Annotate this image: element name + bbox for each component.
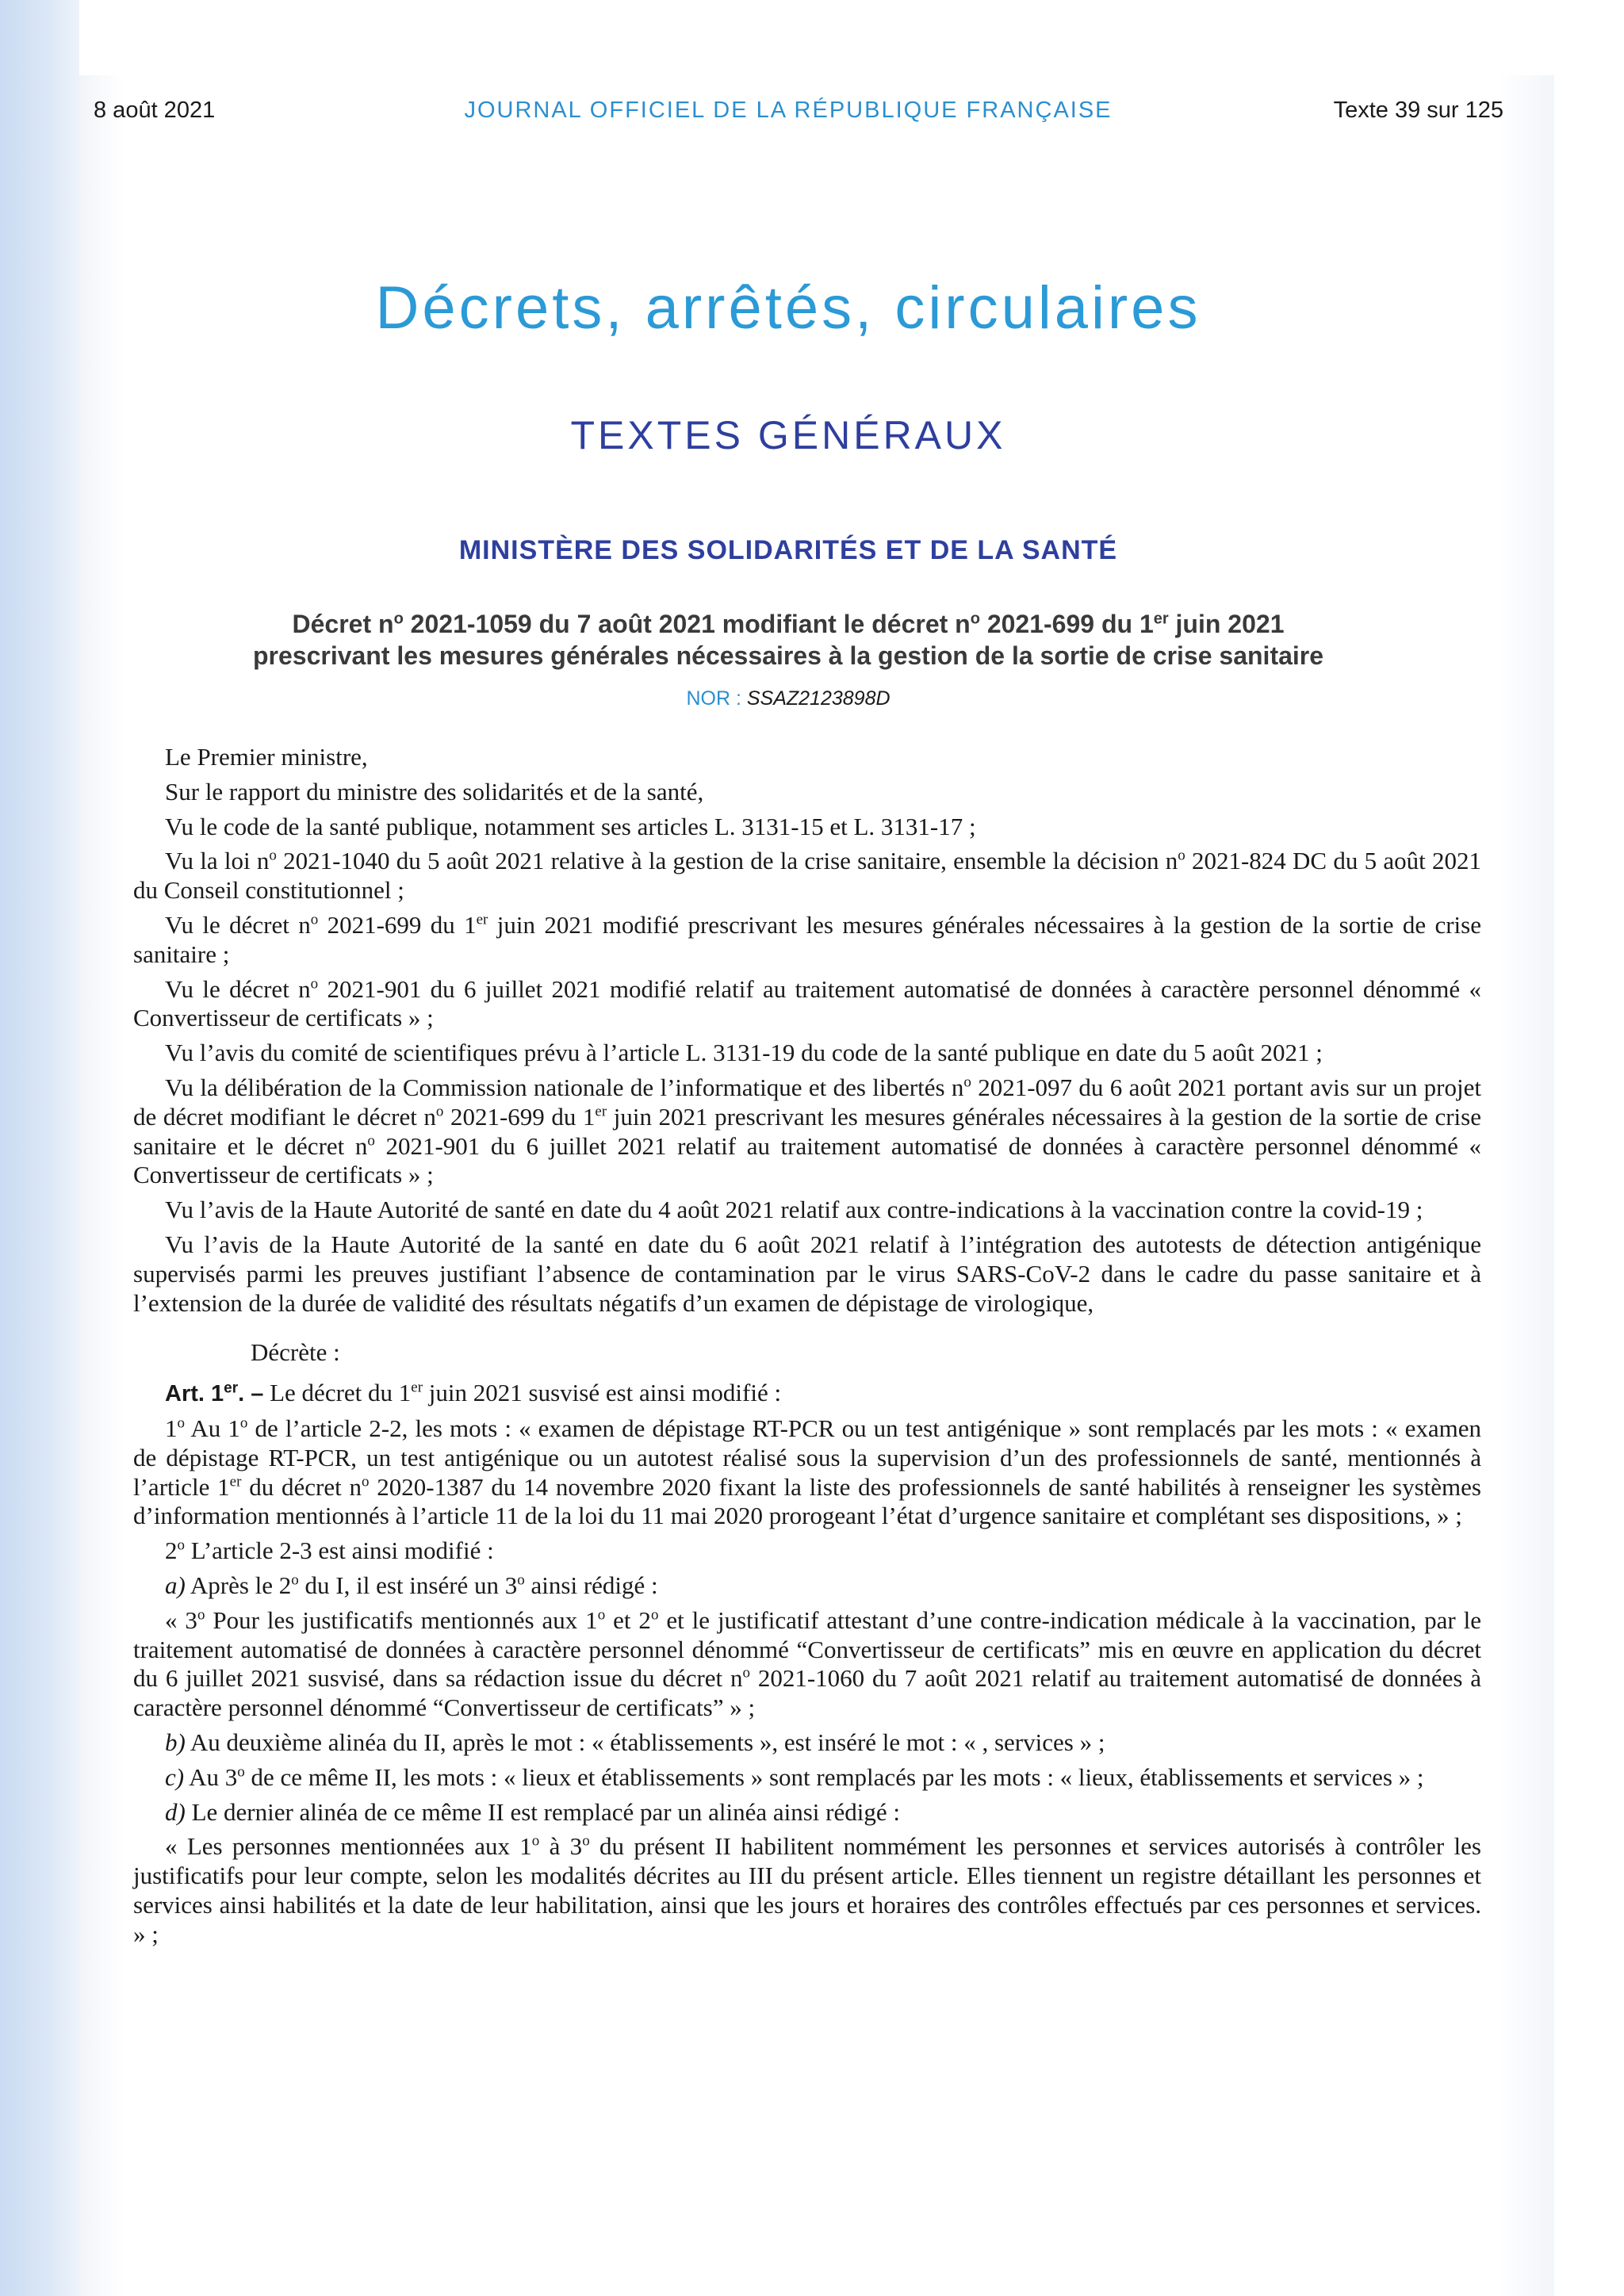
article-item-2: 2$^o$ L’article 2-3 est ainsi modifié : [165,1536,494,1565]
preamble-line: Vu l’avis du comité de scientifiques prévu à l’article L. 3131-19 du code de la santé publique en date du 5 août 2021 ; [165,1039,1323,1067]
nor-reference [79,687,1497,710]
preamble-line: Vu le code de la santé publique, notamment ses articles L. 3131-15 et L. 3131-17 ; [165,812,976,840]
article-quote-2: « Les personnes mentionnées aux 1$^o$ à 3$^o$ du présent II habilitent nommément les personnes et services autorisés à contrôler les justificatifs pour leur compte, selon les modalités décrites au III du présent article. Elles tiennent un registre détaillant les personnes et services ainsi habilités et la date de leur habilitation, ainsi que les jours et horaires des contrôles effectués par ces personnes et services. » ; [133,1832,1481,1948]
preamble-line: Vu l’avis de la Haute Autorité de la santé en date du 6 août 2021 relatif à l’intégration des autotests de détection antigénique supervisés parmi les preuves justifiant l’absence de contamination par le virus SARS-CoV-2 dans le cadre du passe sanitaire et à l’extension de la durée de validité des résultats négatifs d’un examen de dépistage de virologique, [133,1230,1481,1317]
document-body [133,743,1481,1954]
preamble-line: Le Premier ministre, [165,743,368,771]
page-edge-shadow [1497,75,1554,2296]
article-subitem-a: a) Après le 2$^o$ du I, il est inséré un 3$^o$ ainsi rédigé : [165,1571,658,1599]
article-quote-1: « 3$^o$ Pour les justificatifs mentionnés aux 1$^o$ et 2$^o$ et le justificatif attestant d’une contre-indication médicale à la vaccination, par le traitement automatisé de données à caractère personnel dénommé “Convertisseur de certificats” mis en œuvre en application du décret du 6 juillet 2021 susvisé, dans sa rédaction issue du décret $n^o$ 2021-1060 du 7 août 2021 relatif au traitement automatisé de données à caractère personnel dénommé “Convertisseur de certificats” » ; [133,1605,1481,1722]
article-1-intro: Art. 1er. – Le décret du 1er juin 2021 susvisé est ainsi modifié : [165,1379,782,1407]
nor-label: NOR : [686,687,747,710]
decree-title: Décret $n^o$ 2021-1059 du 7 août 2021 modifiant le décret $n^o$ 2021-699 du 1er juin 2021 prescrivant les mesures générales nécessaires à la gestion de la sortie de crise sanitaire [252,610,1324,670]
preamble-line: Vu l’avis de la Haute Autorité de santé en date du 4 août 2021 relatif aux contre-indications à la vaccination contre la covid-19 ; [165,1196,1423,1224]
page-title: Décrets, arrêtés, circulaires [375,274,1201,342]
nor-value: SSAZ2123898D [746,687,891,710]
article-subitem-c: c) Au 3$^o$ de ce même II, les mots : « lieux et établissements » sont remplacés par les mots : « lieux, établissements et services » ; [165,1762,1424,1791]
preamble-line: Vu le décret $n^o$ 2021-901 du 6 juillet 2021 modifié relatif au traitement automatisé de données à caractère personnel dénommé « Convertisseur de certificats » ; [133,974,1481,1032]
article-label: Art. 1er. – [165,1380,264,1407]
article-item-1: 1$^o$ Au 1$^o$ de l’article 2-2, les mots : « examen de dépistage RT-PCR ou un test antigénique » sont remplacés par les mots : « examen de dépistage RT-PCR, un test antigénique ou un autotest réalisé sous la supervision d’un des professionnels de santé, mentionnés à l’article 1er du décret $n^o$ 2020-1387 du 14 novembre 2020 fixant la liste des professionnels de santé habilités à renseigner les systèmes d’information mentionnés à l’article 11 de la loi du 11 mai 2020 prorogeant l’état d’urgence sanitaire et complétant ses dispositions, » ; [133,1414,1482,1530]
header-journal-title: JOURNAL OFFICIEL DE LA RÉPUBLIQUE FRANÇAISE [464,98,1113,123]
header-date: 8 août 2021 [94,98,216,123]
header-text-number: Texte 39 sur 125 [1333,98,1503,123]
document-page [79,75,1503,2296]
preamble-line: Vu la délibération de la Commission nationale de l’informatique et des libertés $n^o$ 2021-097 du 6 août 2021 portant avis sur un projet de décret modifiant le décret $n^o$ 2021-699 du 1er juin 2021 prescrivant les mesures générales nécessaires à la gestion de la sortie de crise sanitaire et le décret $n^o$ 2021-901 du 6 juillet 2021 relatif au traitement automatisé de données à caractère personnel dénommé « Convertisseur de certificats » ; [133,1073,1481,1189]
article-subitem-d: d) Le dernier alinéa de ce même II est remplacé par un alinéa ainsi rédigé : [165,1797,900,1826]
article-subitem-b: b) Au deuxième alinéa du II, après le mot : « établissements », est inséré le mot : « , services » ; [165,1728,1105,1756]
section-title: TEXTES GÉNÉRAUX [570,413,1006,457]
page-margin-band [0,0,79,2296]
preamble-line: Vu le décret $n^o$ 2021-699 du 1er juin 2021 modifié prescrivant les mesures générales nécessaires à la gestion de la sortie de crise sanitaire ; [133,910,1481,968]
preamble-line: Vu la loi $n^o$ 2021-1040 du 5 août 2021 relative à la gestion de la crise sanitaire, ensemble la décision $n^o$ 2021-824 DC du 5 août 2021 du Conseil constitutionnel ; [133,847,1481,905]
ministry-title: MINISTÈRE DES SOLIDARITÉS ET DE LA SANTÉ [458,535,1118,565]
preamble-line: Sur le rapport du ministre des solidarités et de la santé, [165,777,704,806]
decrete-line: Décrète : [251,1338,340,1367]
